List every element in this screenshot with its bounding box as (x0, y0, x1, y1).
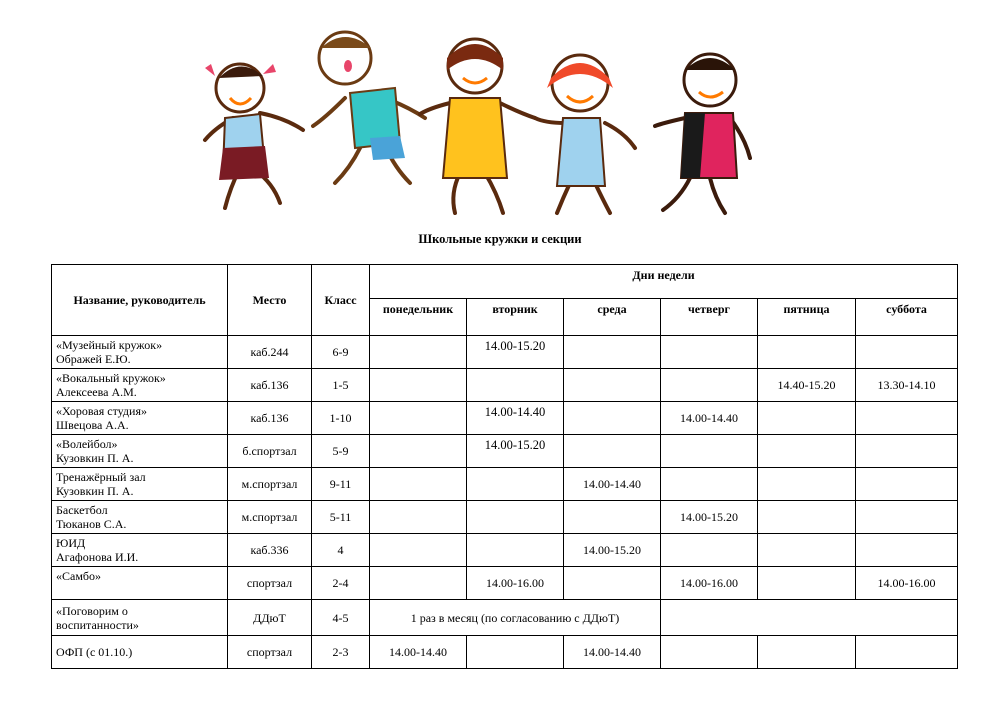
time-cell-thursday (661, 369, 758, 402)
time-cell-monday (370, 402, 467, 435)
club-name-cell (52, 435, 228, 468)
club-leader: Агафонова И.И. (56, 550, 139, 564)
time-cell-friday (758, 468, 856, 501)
club-title: «Вокальный кружок» (56, 371, 166, 385)
time-cell-friday (758, 336, 856, 369)
table-row (52, 600, 958, 636)
time-cell-wednesday (564, 336, 661, 369)
time-cell-friday (758, 501, 856, 534)
club-name-cell (52, 636, 228, 669)
grade-cell: 1-5 (312, 369, 370, 402)
header-day-thursday: четверг (661, 299, 758, 336)
club-leader: Швецова А.А. (56, 418, 129, 432)
club-title: «Самбо» (56, 569, 102, 583)
club-name-cell (52, 600, 228, 636)
time-cell-monday (370, 534, 467, 567)
grade-cell: 4 (312, 534, 370, 567)
place-cell: спортзал (228, 567, 312, 600)
time-cell-thursday: 14.00-14.40 (661, 402, 758, 435)
time-cell-tuesday (467, 468, 564, 501)
header-day-saturday: суббота (856, 299, 958, 336)
grade-cell: 4-5 (312, 600, 370, 636)
time-cell-friday (758, 636, 856, 669)
time-cell-wednesday: 14.00-15.20 (564, 534, 661, 567)
place-cell: м.спортзал (228, 468, 312, 501)
time-cell-thursday (661, 435, 758, 468)
schedule-table (51, 264, 958, 669)
time-cell-friday (758, 534, 856, 567)
time-cell-saturday (856, 534, 958, 567)
table-row (52, 369, 958, 402)
club-leader: Кузовкин П. А. (56, 484, 134, 498)
header-day-friday: пятница (758, 299, 856, 336)
time-cell-monday (370, 369, 467, 402)
place-cell: каб.136 (228, 402, 312, 435)
time-cell-thursday (661, 468, 758, 501)
time-cell-monday (370, 501, 467, 534)
time-cell-monday (370, 567, 467, 600)
table-row (52, 636, 958, 669)
club-leader: Тюканов С.А. (56, 517, 127, 531)
club-leader: Алексеева А.М. (56, 385, 137, 399)
club-name-cell (52, 534, 228, 567)
table-row (52, 402, 958, 435)
club-title-continued: воспитанности» (56, 617, 139, 632)
time-cell-friday (758, 567, 856, 600)
header-grade: Класс (312, 265, 370, 336)
table-row (52, 336, 958, 369)
grade-cell: 5-9 (312, 435, 370, 468)
club-name-cell (52, 567, 228, 600)
time-cell-wednesday (564, 402, 661, 435)
club-title: ОФП (с 01.10.) (56, 645, 133, 659)
time-cell-thursday: 14.00-15.20 (661, 501, 758, 534)
time-cell-tuesday (467, 501, 564, 534)
table-row (52, 534, 958, 567)
club-title: Тренажёрный зал (56, 470, 146, 484)
time-cell-friday (758, 435, 856, 468)
dancing-children-illustration (185, 18, 785, 223)
grade-cell: 1-10 (312, 402, 370, 435)
time-cell-tuesday: 14.00-14.40 (467, 402, 564, 435)
time-cell-wednesday (564, 435, 661, 468)
time-cell-saturday (856, 636, 958, 669)
place-cell: б.спортзал (228, 435, 312, 468)
grade-cell: 2-4 (312, 567, 370, 600)
place-cell: каб.244 (228, 336, 312, 369)
place-cell: каб.336 (228, 534, 312, 567)
time-cell-tuesday (467, 534, 564, 567)
table-row (52, 501, 958, 534)
time-cell-saturday (856, 435, 958, 468)
place-cell: спортзал (228, 636, 312, 669)
grade-cell: 2-3 (312, 636, 370, 669)
time-cell-tuesday: 14.00-16.00 (467, 567, 564, 600)
time-cell-wednesday (564, 567, 661, 600)
time-cell-tuesday: 14.00-15.20 (467, 336, 564, 369)
time-cell-tuesday (467, 369, 564, 402)
table-row (52, 567, 958, 600)
time-cell-saturday (856, 402, 958, 435)
time-cell-saturday (856, 501, 958, 534)
time-cell-tuesday: 14.00-15.20 (467, 435, 564, 468)
time-cell-thursday (661, 636, 758, 669)
club-leader: Ображей Е.Ю. (56, 352, 131, 366)
grade-cell: 9-11 (312, 468, 370, 501)
place-cell: ДДюТ (228, 600, 312, 636)
club-title: Баскетбол (56, 503, 108, 517)
table-row (52, 435, 958, 468)
club-title: «Музейный кружок» (56, 338, 163, 352)
header-name: Название, руководитель (52, 265, 228, 336)
time-cell-wednesday (564, 501, 661, 534)
club-leader: Кузовкин П. А. (56, 451, 134, 465)
time-cell-friday (758, 402, 856, 435)
page-title: Школьные кружки и секции (418, 232, 582, 246)
club-title: «Волейбол» (56, 437, 118, 451)
time-cell-monday (370, 468, 467, 501)
table-row (52, 468, 958, 501)
header-day-tuesday: вторник (467, 299, 564, 336)
time-cell-saturday: 14.00-16.00 (856, 567, 958, 600)
club-name-cell (52, 336, 228, 369)
time-cell-saturday (856, 336, 958, 369)
club-title: «Поговорим о (56, 603, 128, 618)
time-cell-wednesday (564, 369, 661, 402)
time-cell-monday: 14.00-14.40 (370, 636, 467, 669)
club-title: «Хоровая студия» (56, 404, 147, 418)
schedule-note-cell: 1 раз в месяц (по согласованию с ДДюТ) (370, 600, 661, 636)
time-cell-saturday: 13.30-14.10 (856, 369, 958, 402)
header-weekdays: Дни недели (370, 265, 958, 299)
club-name-cell (52, 402, 228, 435)
time-cell-monday (370, 435, 467, 468)
time-cell-thursday (661, 336, 758, 369)
time-cell-monday (370, 336, 467, 369)
club-title: ЮИД (56, 536, 86, 550)
grade-cell: 6-9 (312, 336, 370, 369)
header-day-wednesday: среда (564, 299, 661, 336)
header-place: Место (228, 265, 312, 336)
header-day-monday: понедельник (370, 299, 467, 336)
time-cell-saturday (856, 468, 958, 501)
grade-cell: 5-11 (312, 501, 370, 534)
place-cell: м.спортзал (228, 501, 312, 534)
empty-cell (661, 600, 958, 636)
time-cell-thursday (661, 534, 758, 567)
time-cell-wednesday: 14.00-14.40 (564, 636, 661, 669)
place-cell: каб.136 (228, 369, 312, 402)
club-name-cell (52, 501, 228, 534)
time-cell-wednesday: 14.00-14.40 (564, 468, 661, 501)
time-cell-friday: 14.40-15.20 (758, 369, 856, 402)
club-name-cell (52, 468, 228, 501)
time-cell-thursday: 14.00-16.00 (661, 567, 758, 600)
time-cell-tuesday (467, 636, 564, 669)
club-name-cell (52, 369, 228, 402)
